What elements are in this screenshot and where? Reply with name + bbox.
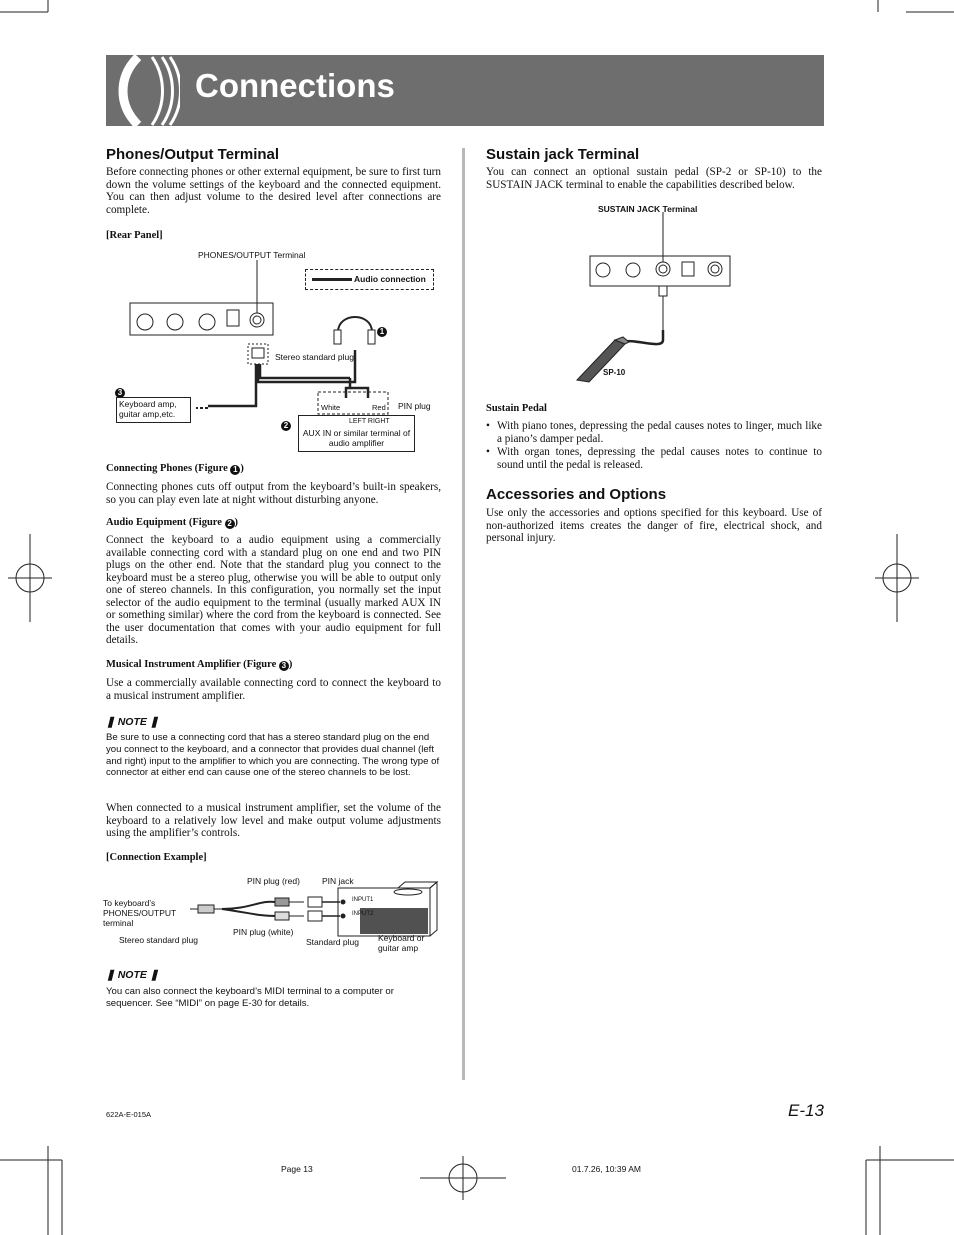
stereo-standard-plug-label: Stereo standard plug xyxy=(119,935,198,945)
figure-1-marker: 1 xyxy=(377,327,387,337)
accessories-text: Use only the accessories and options specified for this keyboard. Use of non-authorized items creates the danger of fire, electrical shock, and personal injury. xyxy=(486,507,822,544)
sustain-bullet-1: • With piano tones, depressing the pedal causes notes to linger, much like a piano’s damper pedal. xyxy=(486,420,822,445)
page-number: E-13 xyxy=(788,1101,824,1120)
audio-connection-label: Audio connection xyxy=(354,274,426,284)
red-plug-label: Red xyxy=(372,403,386,412)
note2-text: You can also connect the keyboard’s MIDI terminal to a computer or sequencer. See “MIDI” on page E-30 for details. xyxy=(106,986,394,1009)
sustain-pedal-subheading: Sustain Pedal xyxy=(486,403,547,414)
sub2-text: Connect the keyboard to a audio equipment using a commercially available connecting cord with a standard plug on one end and two PIN plugs on the other end. Note that the standard plug you connect to the keyboard must be a stereo plug, otherwise you will be able to output only one of stereo channels. In this configuration, you normally set the input selector of the audio equipment to the terminal (usually marked AUX IN or something similar) where the cord from the keyboard is connected. See the user documentation that comes with your audio equipment for full details. xyxy=(106,534,441,646)
note2-heading: ❚ NOTE ❚ xyxy=(106,969,159,981)
note2-heading-text: NOTE xyxy=(117,969,147,981)
amp-label: Keyboard or guitar amp xyxy=(378,933,425,953)
sustain-intro: You can connect an optional sustain pedal (SP-2 or SP-10) to the SUSTAIN JACK terminal to enable the capabilities described below. xyxy=(486,166,822,191)
figure-3-marker: 3 xyxy=(115,388,125,398)
note1-text: Be sure to use a connecting cord that has a stereo standard plug on the end you connect to the keyboard, and a connector that provides dual channel (left and right) input to the amplifier to which you are connecting. The wrong type of connector at either end can cause one of the stereo channels to be lost. xyxy=(106,732,440,779)
sub-connecting-phones: Connecting Phones (Figure 1 ) xyxy=(106,463,244,474)
phones-intro: Before connecting phones or other external equipment, be sure to first turn down the volume settings of the keyboard and the connected equipment. You can then adjust volume to the desired level after connections are complete. xyxy=(106,166,441,216)
figure-2-marker: 2 xyxy=(281,421,291,431)
sub3-text: Use a commercially available connecting cord to connect the keyboard to a musical instrument amplifier. xyxy=(106,677,441,702)
connection-example-diagram xyxy=(180,880,442,940)
sustain-heading: Sustain jack Terminal xyxy=(486,146,640,163)
accessories-heading: Accessories and Options xyxy=(486,486,667,503)
aux-in-label: AUX IN or similar terminal of audio amplifier xyxy=(302,428,411,448)
pin-jack-label: PIN jack xyxy=(322,876,354,886)
connection-example-label: [Connection Example] xyxy=(106,852,207,863)
note1-heading-text: NOTE xyxy=(117,716,147,728)
sub3-figure-num: 3 xyxy=(279,661,289,671)
pin-plug-red-label: PIN plug (red) xyxy=(247,876,300,886)
sustain-jack-title: SUSTAIN JACK Terminal xyxy=(598,204,698,214)
sub1-figure-num: 1 xyxy=(230,465,240,475)
sustain-bullets xyxy=(486,420,822,472)
standard-plug-label: Standard plug xyxy=(306,937,359,947)
sub1-text: Connecting phones cuts off output from the keyboard’s built-in speakers, so you can play even late at night without disturbing anyone. xyxy=(106,481,441,506)
footer-page: Page 13 xyxy=(281,1164,313,1174)
input1-label: INPUT1 xyxy=(352,897,374,903)
rear-panel-label: [Rear Panel] xyxy=(106,230,163,241)
sp10-label: SP-10 xyxy=(603,368,626,377)
aux-in-box xyxy=(298,415,415,452)
stereo-plug-label: Stereo standard plug xyxy=(275,352,354,362)
doc-code: 622A-E-015A xyxy=(106,1110,152,1119)
title-arc-decoration xyxy=(110,55,180,126)
page-title: Connections xyxy=(195,67,395,104)
sustain-bullet-2: • With organ tones, depressing the pedal causes notes to continue to sound until the pedal is released. xyxy=(486,446,822,471)
sustain-jack-diagram xyxy=(575,212,740,387)
pin-plug-label: PIN plug xyxy=(398,401,431,411)
left-right-label: LEFT RIGHT xyxy=(349,418,390,425)
phones-terminal-label: PHONES/OUTPUT Terminal xyxy=(198,250,306,260)
to-keyboard-label: To keyboard’s PHONES/OUTPUT terminal xyxy=(103,898,177,928)
sub3-title: Musical Instrument Amplifier (Figure xyxy=(106,659,279,670)
phones-heading: Phones/Output Terminal xyxy=(106,146,280,163)
footer-stamp: 01.7.26, 10:39 AM xyxy=(572,1164,641,1174)
sub1-title: Connecting Phones (Figure xyxy=(106,463,231,474)
sub2-figure-num: 2 xyxy=(225,519,235,529)
column-divider xyxy=(462,148,465,1080)
note1-heading: ❚ NOTE ❚ xyxy=(106,716,159,728)
sub-instrument-amp: Musical Instrument Amplifier (Figure 3 ) xyxy=(106,659,293,670)
input2-label: INPUT2 xyxy=(352,911,374,917)
amp-text: When connected to a musical instrument amplifier, set the volume of the keyboard to a relatively low level and make output volume adjustments using the amplifier’s controls. xyxy=(106,802,441,839)
keyboard-amp-box: Keyboard amp, guitar amp,etc. xyxy=(116,397,191,423)
sub-audio-equipment: Audio Equipment (Figure 2 ) xyxy=(106,517,239,528)
sub2-title: Audio Equipment (Figure xyxy=(106,517,225,528)
pin-plug-white-label: PIN plug (white) xyxy=(233,927,294,937)
white-plug-label: White xyxy=(321,403,341,412)
